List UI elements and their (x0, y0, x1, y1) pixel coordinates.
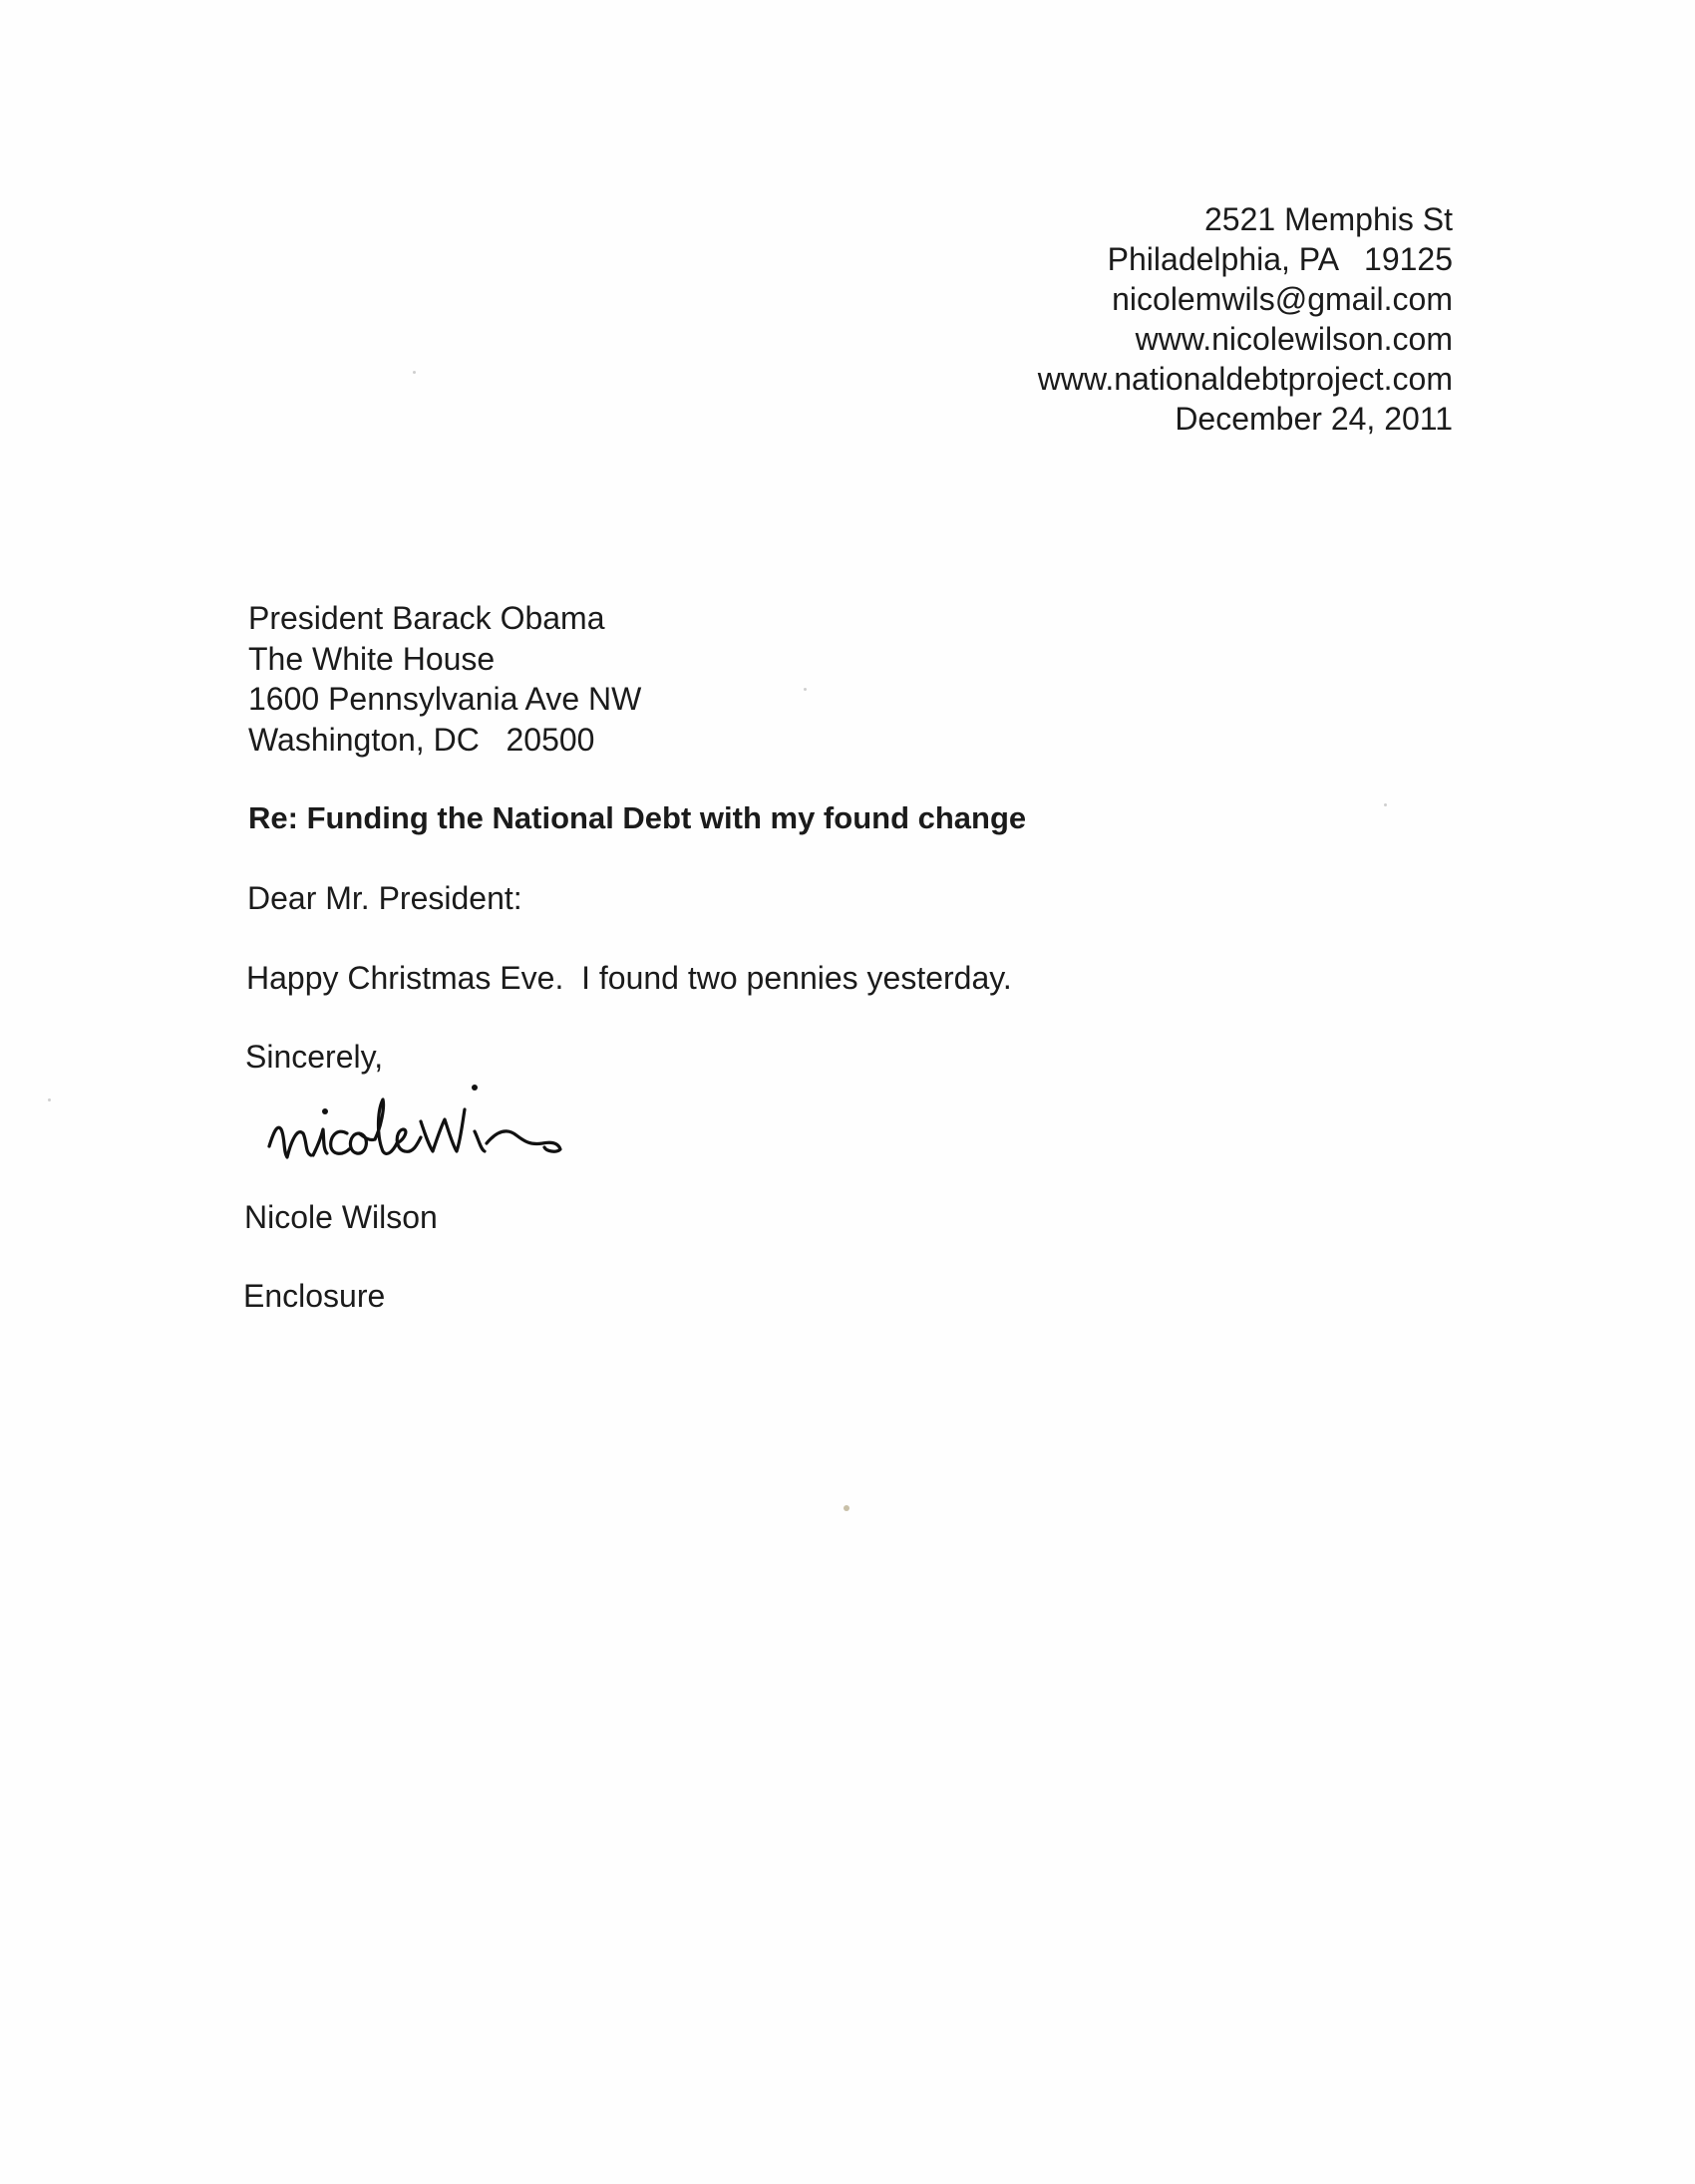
recipient-city-line: Washington, DC 20500 (248, 721, 595, 758)
letter-date: December 24, 2011 (1175, 401, 1453, 437)
scan-speck (804, 688, 807, 691)
subject-line: Re: Funding the National Debt with my found change (248, 800, 1027, 835)
sender-email: nicolemwils@gmail.com (1112, 281, 1453, 317)
recipient-address-block (248, 598, 641, 760)
sender-address-block (1038, 199, 1453, 439)
scan-speck (413, 371, 416, 374)
enclosure-note: Enclosure (243, 1278, 386, 1314)
sender-website-2: www.nationaldebtproject.com (1037, 361, 1453, 397)
sender-website-1: www.nicolewilson.com (1135, 321, 1453, 357)
letter-body: Happy Christmas Eve. I found two pennies yesterday. (246, 960, 1012, 996)
salutation: Dear Mr. President: (247, 880, 522, 916)
recipient-street: 1600 Pennsylvania Ave NW (248, 681, 642, 717)
scan-speck (1384, 803, 1387, 806)
scan-speck (48, 1098, 51, 1101)
scan-speck (844, 1505, 849, 1511)
recipient-org: The White House (248, 640, 496, 677)
sender-city-line: Philadelphia, PA 19125 (1107, 241, 1453, 277)
signer-name: Nicole Wilson (244, 1199, 438, 1235)
handwritten-signature (261, 1072, 660, 1181)
sender-street: 2521 Memphis St (1203, 201, 1453, 237)
recipient-name: President Barack Obama (248, 600, 605, 636)
closing: Sincerely, (245, 1039, 384, 1075)
